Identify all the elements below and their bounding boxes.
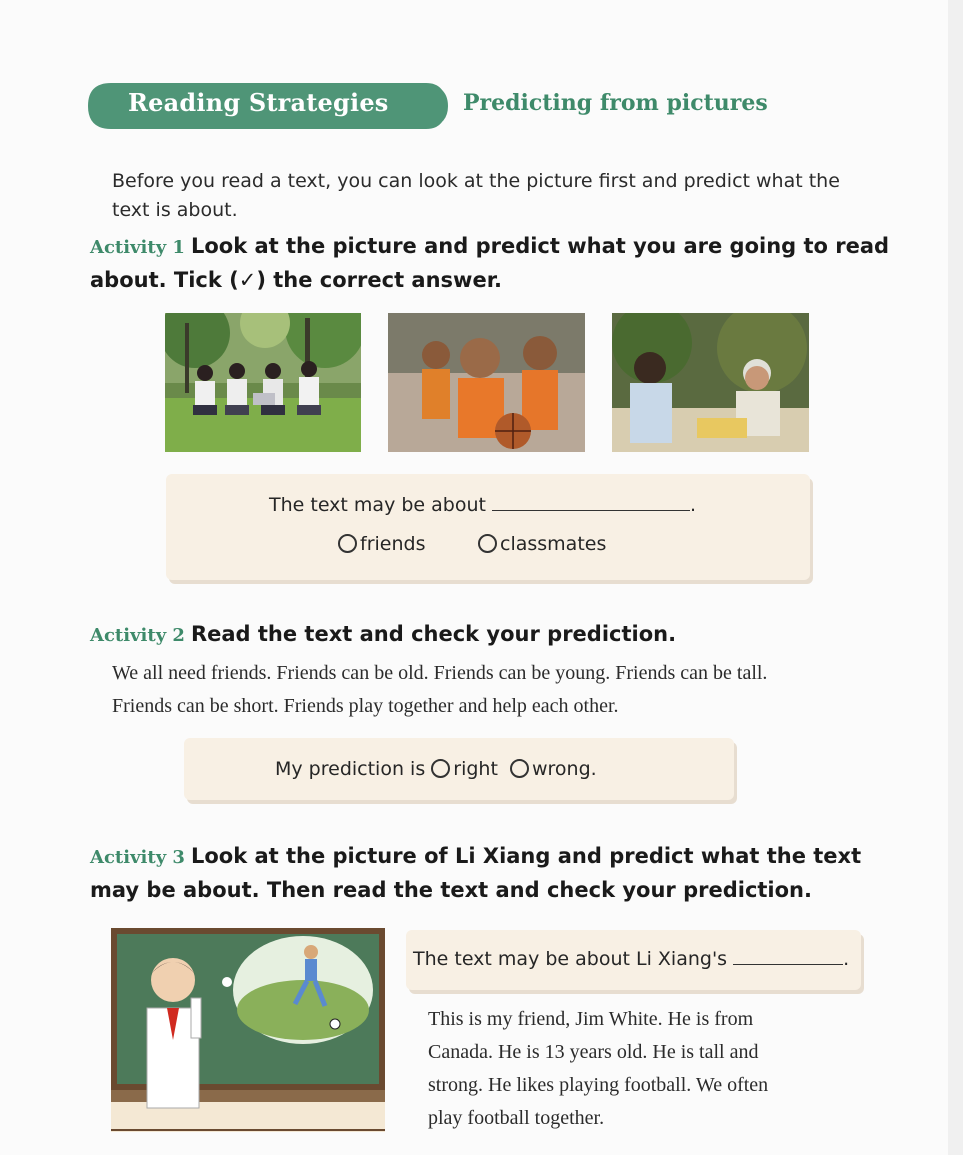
option-wrong-label: wrong.: [531, 758, 597, 780]
activity1-prompt-text: The text may be about: [269, 494, 486, 516]
radio-circle-icon[interactable]: [510, 759, 529, 778]
radio-circle-icon[interactable]: [338, 534, 357, 553]
activity1-label: Activity 1: [90, 237, 185, 258]
activity1-end-punct: .: [690, 494, 697, 516]
activity2-prompt: [275, 758, 597, 780]
activity3-end-punct: .: [843, 948, 850, 970]
section-topic: Predicting from pictures: [463, 90, 768, 116]
activity1-blank[interactable]: [492, 510, 690, 511]
activity3-blank[interactable]: [733, 964, 843, 965]
activity2-heading: [90, 618, 890, 652]
activity1-answer-box: [166, 474, 810, 580]
activity3-instruction: Look at the picture of Li Xiang and predict what the text may be about. Then read the text and check your prediction.: [90, 844, 862, 902]
section-label: Reading Strategies: [128, 88, 389, 117]
option-friends-label: friends: [360, 533, 426, 555]
radio-circle-icon[interactable]: [478, 534, 497, 553]
activity3-label: Activity 3: [90, 847, 185, 868]
intro-text: Before you read a text, you can look at the picture first and predict what the text is about.: [112, 170, 840, 221]
option-classmates[interactable]: [478, 533, 606, 555]
option-right-label: right: [453, 758, 498, 780]
chess-photo: [612, 313, 809, 452]
students-photo: [165, 313, 361, 452]
option-friends[interactable]: [338, 533, 425, 555]
kids-photo: [388, 313, 585, 452]
activity2-instruction: Read the text and check your prediction.: [190, 622, 677, 646]
activity3-prompt-text: The text may be about Li Xiang's: [413, 948, 728, 970]
radio-circle-icon[interactable]: [431, 759, 450, 778]
activity3-passage-line: play football together.: [428, 1107, 605, 1129]
activity2-passage-line2: Friends can be short. Friends play together and help each other.: [112, 695, 619, 717]
activity2-label: Activity 2: [90, 625, 185, 646]
activity3-heading: [90, 840, 890, 907]
activity3-prompt: [413, 948, 849, 970]
activity3-passage-line: strong. He likes playing football. We often: [428, 1074, 769, 1096]
activity3-passage-line: Canada. He is 13 years old. He is tall and: [428, 1041, 759, 1063]
activity1-heading: [90, 230, 890, 297]
page-edge: [948, 0, 963, 1155]
activity2-prompt-text: My prediction is: [275, 758, 426, 780]
activity1-instruction: Look at the picture and predict what you are going to read about. Tick (✓) the correct answer.: [90, 234, 890, 292]
li-xiang-illustration: [111, 928, 385, 1134]
activity3-passage-line: This is my friend, Jim White. He is from: [428, 1008, 754, 1030]
option-classmates-label: classmates: [500, 533, 607, 555]
activity1-prompt: [269, 494, 696, 516]
activity2-passage-line1: We all need friends. Friends can be old. Friends can be young. Friends can be tall.: [112, 662, 768, 684]
